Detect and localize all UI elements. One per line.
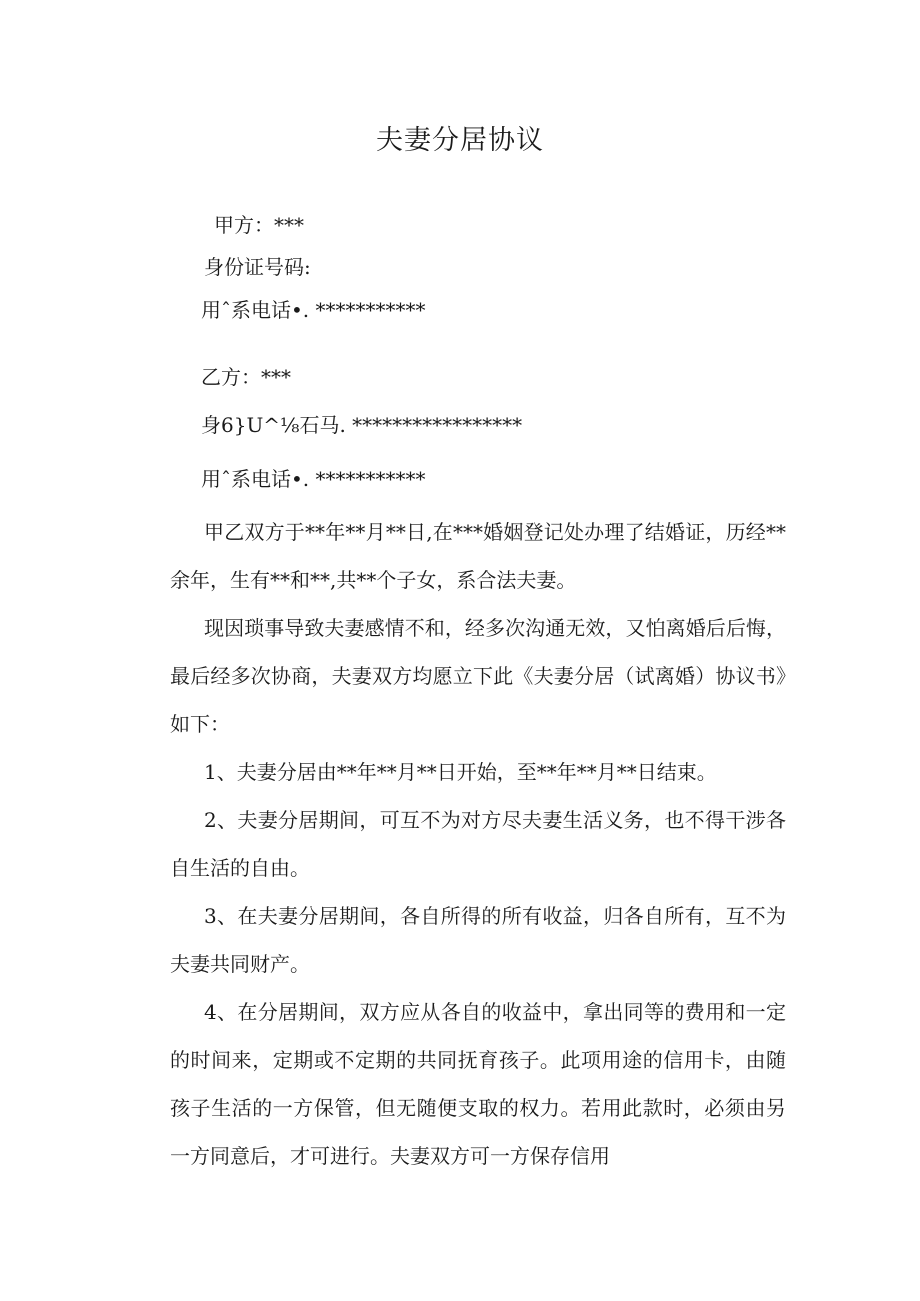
party-b-name: 乙方：*** bbox=[201, 365, 291, 389]
party-a-phone: 用ˆ系电话•. *********** bbox=[201, 298, 426, 322]
clause-4: 4、在分居期间，双方应从各自的收益中，拿出同等的费用和一定的时间来，定期或不定期的共同抚育孩子。此项用途的信用卡，由随孩子生活的一方保管，但无随便支取的权力。若用此款时，必须由另一方同意后，才可进行。夫妻双方可一方保存信用 bbox=[170, 1000, 786, 1168]
paragraph-reason: 现因琐事导致夫妻感情不和，经多次沟通无效，又怕离婚后后悔，最后经多次协商，夫妻双方均愿立下此《夫妻分居（试离婚）协议书》如下： bbox=[170, 616, 786, 736]
party-a-name: 甲方：*** bbox=[214, 213, 304, 237]
party-b-phone: 用ˆ系电话•. *********** bbox=[201, 467, 426, 491]
clause-3: 3、在夫妻分居期间，各自所得的所有收益，归各自所有，互不为夫妻共同财产。 bbox=[170, 904, 786, 976]
clause-1: 1、夫妻分居由**年**月**日开始，至**年**月**日结束。 bbox=[204, 760, 717, 784]
clause-2: 2、夫妻分居期间，可互不为对方尽夫妻生活义务，也不得干涉各自生活的自由。 bbox=[170, 808, 786, 880]
document-title: 夫妻分居协议 bbox=[376, 125, 544, 156]
party-b-id: 身6}U^⅛石马. ***************** bbox=[201, 413, 523, 437]
party-a-id: 身份证号码: bbox=[204, 255, 311, 279]
paragraph-marriage-info: 甲乙双方于**年**月**日,在***婚姻登记处办理了结婚证，历经**余年，生有**和**,共**个子女，系合法夫妻。 bbox=[170, 520, 786, 592]
